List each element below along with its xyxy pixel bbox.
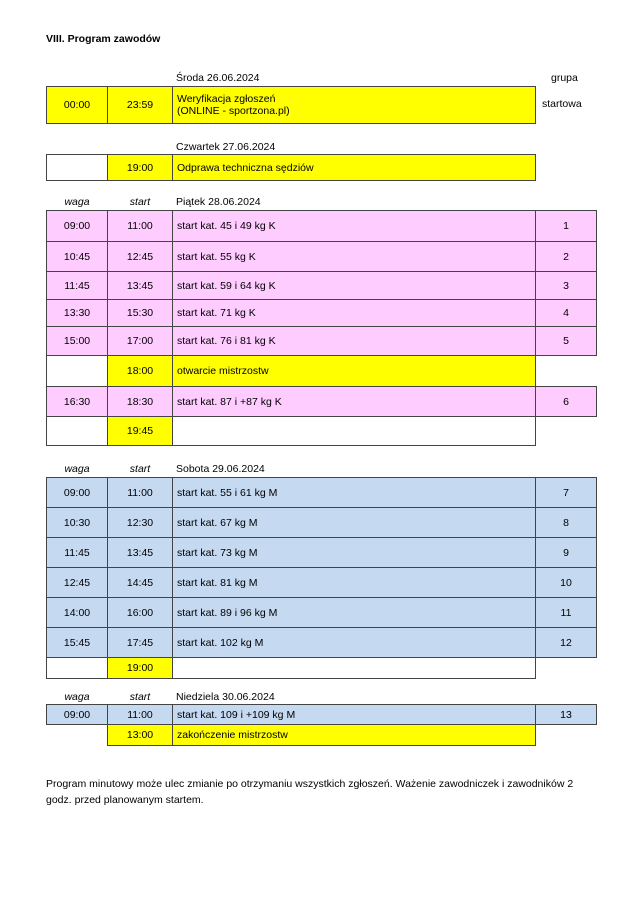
day5-row1-start: 11:00	[107, 704, 173, 725]
day5-row1-group: 13	[535, 704, 597, 725]
day1-row1-waga: 00:00	[46, 86, 108, 124]
day3-row2-waga: 10:45	[46, 241, 108, 272]
day5-row2-desc: zakończenie mistrzostw	[172, 724, 536, 746]
section-title: VIII. Program zawodów	[46, 33, 161, 45]
day1-row1-desc	[172, 86, 536, 124]
day4-row4-start: 14:45	[107, 567, 173, 598]
day2-date: Czwartek 27.06.2024	[176, 141, 276, 153]
day4-row2-group: 8	[535, 507, 597, 538]
day3-row1-desc: start kat. 45 i 49 kg K	[172, 210, 536, 242]
day4-row5-desc: start kat. 89 i 96 kg M	[172, 597, 536, 628]
day3-row5-waga: 15:00	[46, 326, 108, 356]
day3-row4-desc: start kat. 71 kg K	[172, 299, 536, 327]
day4-row4-desc: start kat. 81 kg M	[172, 567, 536, 598]
day4-row6-start: 17:45	[107, 627, 173, 658]
day2-row1-waga	[46, 154, 108, 181]
day3-row8-waga	[46, 416, 108, 446]
day3-row3-waga: 11:45	[46, 271, 108, 300]
day3-row4-waga: 13:30	[46, 299, 108, 327]
day4-row1-start: 11:00	[107, 477, 173, 508]
day4-row5-start: 16:00	[107, 597, 173, 628]
day3-row6-desc: otwarcie mistrzostw	[172, 355, 536, 387]
day1-row1-desc-line1: Weryfikacja zgłoszeń	[177, 93, 276, 105]
day4-row3-start: 13:45	[107, 537, 173, 568]
day3-row6-start: 18:00	[107, 355, 173, 387]
day3-row1-waga: 09:00	[46, 210, 108, 242]
day5-waga-header: waga	[64, 691, 90, 703]
day3-row1-start: 11:00	[107, 210, 173, 242]
day3-row2-desc: start kat. 55 kg K	[172, 241, 536, 272]
day4-row1-group: 7	[535, 477, 597, 508]
day3-row5-group: 5	[535, 326, 597, 356]
day4-row5-waga: 14:00	[46, 597, 108, 628]
day4-row7-start: 19:00	[107, 657, 173, 679]
day3-row2-start: 12:45	[107, 241, 173, 272]
day3-row3-start: 13:45	[107, 271, 173, 300]
day3-row3-desc: start kat. 59 i 64 kg K	[172, 271, 536, 300]
day2-row1-start: 19:00	[107, 154, 173, 181]
day3-row8-start: 19:45	[107, 416, 173, 446]
day3-row7-start: 18:30	[107, 386, 173, 417]
day4-row3-waga: 11:45	[46, 537, 108, 568]
day3-row2-group: 2	[535, 241, 597, 272]
day5-date: Niedziela 30.06.2024	[176, 691, 275, 703]
day3-start-header: start	[129, 196, 151, 208]
day3-row7-group: 6	[535, 386, 597, 417]
day4-row7-desc	[172, 657, 536, 679]
day1-row1-start: 23:59	[107, 86, 173, 124]
day4-row6-group: 12	[535, 627, 597, 658]
day4-row4-waga: 12:45	[46, 567, 108, 598]
grupa-header: grupa	[551, 72, 578, 84]
day4-row1-desc: start kat. 55 i 61 kg M	[172, 477, 536, 508]
day3-row5-desc: start kat. 76 i 81 kg K	[172, 326, 536, 356]
day3-row7-desc: start kat. 87 i +87 kg K	[172, 386, 536, 417]
day4-row4-group: 10	[535, 567, 597, 598]
day1-date: Środa 26.06.2024	[176, 72, 260, 84]
day4-row1-waga: 09:00	[46, 477, 108, 508]
day3-date: Piątek 28.06.2024	[176, 196, 261, 208]
day3-row8-desc	[172, 416, 536, 446]
day3-row6-waga	[46, 355, 108, 387]
day4-row2-desc: start kat. 67 kg M	[172, 507, 536, 538]
day4-start-header: start	[129, 463, 151, 475]
day4-date: Sobota 29.06.2024	[176, 463, 265, 475]
day2-row1-desc: Odprawa techniczna sędziów	[172, 154, 536, 181]
footnote: Program minutowy może ulec zmianie po otrzymaniu wszystkich zgłoszeń. Ważenie zawodniczek i zawodników 2 godz. przed planowanym startem.	[46, 778, 574, 806]
day4-row3-group: 9	[535, 537, 597, 568]
day3-row4-start: 15:30	[107, 299, 173, 327]
day3-row7-waga: 16:30	[46, 386, 108, 417]
day5-row1-desc: start kat. 109 i +109 kg M	[172, 704, 536, 725]
day3-row5-start: 17:00	[107, 326, 173, 356]
day1-row1-group: startowa	[542, 98, 582, 110]
day4-row6-desc: start kat. 102 kg M	[172, 627, 536, 658]
day4-waga-header: waga	[64, 463, 90, 475]
day3-row1-group: 1	[535, 210, 597, 242]
day5-row1-waga: 09:00	[46, 704, 108, 725]
day5-start-header: start	[129, 691, 151, 703]
day1-row1-desc-line2: (ONLINE - sportzona.pl)	[177, 105, 290, 117]
day3-row4-group: 4	[535, 299, 597, 327]
day4-row7-waga	[46, 657, 108, 679]
day4-row2-waga: 10:30	[46, 507, 108, 538]
day4-row6-waga: 15:45	[46, 627, 108, 658]
day4-row2-start: 12:30	[107, 507, 173, 538]
day3-row3-group: 3	[535, 271, 597, 300]
day4-row5-group: 11	[535, 597, 597, 628]
day3-waga-header: waga	[64, 196, 90, 208]
day5-row2-start: 13:00	[107, 724, 173, 746]
day4-row3-desc: start kat. 73 kg M	[172, 537, 536, 568]
